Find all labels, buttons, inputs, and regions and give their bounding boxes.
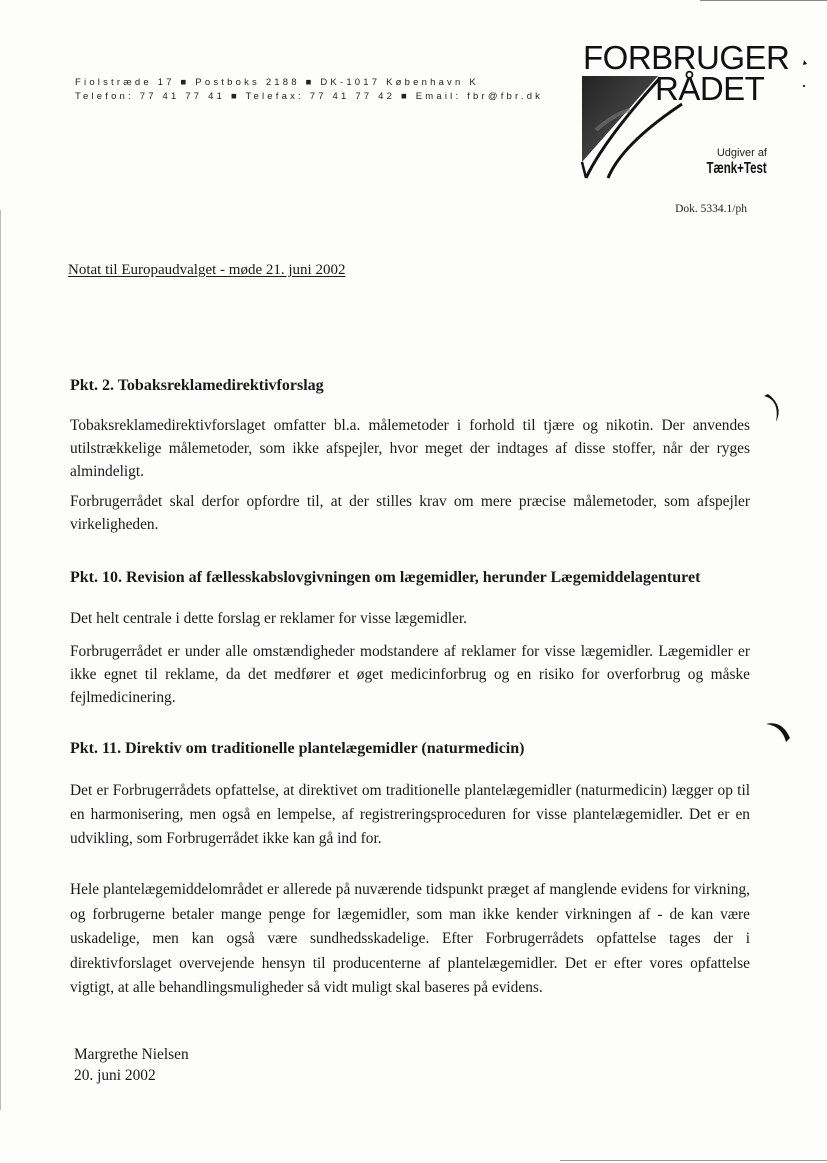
- punch-mark-icon: [756, 392, 786, 428]
- publisher-label: Udgiver af: [716, 147, 767, 159]
- section-paragraph: Hele plantelægemiddelområdet er allerede på nuværende tidspunkt præget af manglende evidens for virkning, og forbrugerne betaler mange penge for lægemidler, som man ikke kender virkningen af - de kan være uskadelige, men kan også være sundhedsskadelige. Efter Forbrugerrådets opfattelse tages der i direktivforslaget overvejende hensyn til producenterne af plantelægemidler. Det er efter vores opfattelse vigtigt, at alle behandlingsmuligheder så vidt muligt skal baseres på evidens.: [70, 881, 750, 996]
- scan-bottom-line: [560, 1160, 827, 1161]
- section-heading: Pkt. 11. Direktiv om traditionelle plantelægemidler (naturmedicin): [70, 740, 525, 757]
- section-heading: Pkt. 2. Tobaksreklamedirektivforslag: [70, 377, 324, 394]
- section-paragraph: Tobaksreklamedirektivforslaget omfatter bl.a. målemetoder i forhold til tjære og nikotin. Der anvendes utilstrækkelige målemetoder, som ikke afspejler, hvor meget der indtages af disse stoffer, når der ryges almindeligt.: [70, 417, 750, 480]
- scan-edge-line: [0, 210, 1, 1110]
- publisher-name: Tænk+Test: [706, 160, 767, 177]
- section-heading: Pkt. 10. Revision af fællesskabslovgivningen om lægemidler, herunder Lægemiddelagenturet: [70, 569, 701, 586]
- punch-mark-icon: [764, 716, 794, 746]
- section-paragraph: Forbrugerrådet skal derfor opfordre til, at der stilles krav om mere præcise målemetoder, som afspejler virkeligheden.: [70, 493, 750, 533]
- forbrugerraadet-logo-icon: [578, 70, 688, 182]
- address-line: Fiolstræde 17 ■ Postboks 2188 ■ DK-1017 København K: [75, 77, 479, 88]
- section-paragraph: Forbrugerrådet er under alle omstændigheder modstandere af reklamer for visse lægemidler. Lægemidler er ikke egnet til reklame, da det medfører et øget medicinforbrug og en risiko for overforbrug og måske fejlmedicinering.: [70, 643, 750, 706]
- signature-date: 20. juni 2002: [74, 1067, 156, 1084]
- section-paragraph: Det helt centrale i dette forslag er reklamer for visse lægemidler.: [70, 610, 468, 627]
- document-reference: Dok. 5334.1/ph: [675, 203, 747, 215]
- logo-text-raadet: RÅDET: [655, 70, 765, 107]
- logo-text-forbruger: FORBRUGER: [583, 39, 790, 76]
- scan-top-line: [700, 0, 827, 1]
- document-title: Notat til Europaudvalget - møde 21. juni 2002: [68, 262, 346, 278]
- section-paragraph: Det er Forbrugerrådets opfattelse, at direktivet om traditionelle plantelægemidler (naturmedicin) lægger op til en harmonisering, men også en lempelse, af registreringsproceduren for visse plantelægemidler. Det er en udvikling, som Forbrugerrådet ikke kan gå ind for.: [70, 782, 750, 847]
- contact-line: Telefon: 77 41 77 41 ■ Telefax: 77 41 77 42 ■ Email: fbr@fbr.dk: [75, 91, 544, 102]
- scan-speck-icon: [800, 56, 810, 96]
- signature-name: Margrethe Nielsen: [74, 1046, 189, 1063]
